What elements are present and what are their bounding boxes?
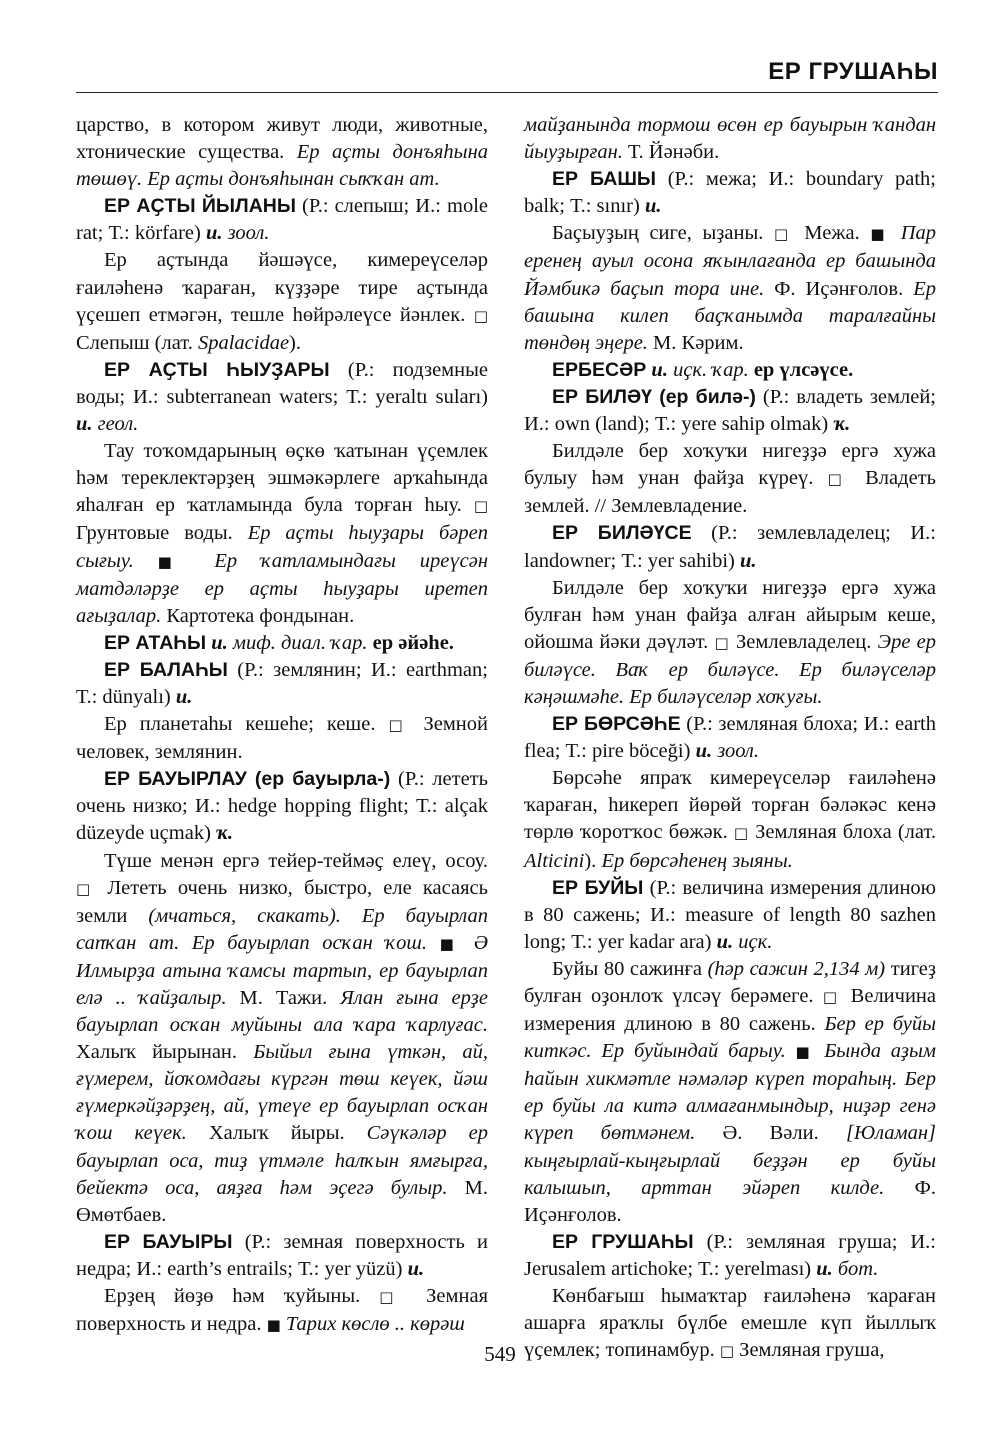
running-header <box>76 50 938 93</box>
dictionary-paragraph: царство, в котором живут люди, животные, хтонические существа. Ер аҫты донъяһына төшөү. Ер аҫты донъяһынан сыҡҡан ат. <box>76 114 488 191</box>
dictionary-paragraph: Ер планетаһы кешеһе; кеше. □ Земной человек, землянин. <box>76 713 488 764</box>
dictionary-paragraph: Ер аҫтында йәшәүсе, кимереүселәр ғаиләһенә ҡараған, күҙҙәре тире аҫтында үҫешеп етмәгән, тешле һөйрәлеүсе йәнлек. □ Слепыш (лат. Spalacidae). <box>76 249 488 354</box>
dictionary-paragraph: майҙанында тормош өсөн ер бауырын ҡандан йыуҙырған. Т. Йәнәби. <box>524 114 936 164</box>
dictionary-paragraph: Түше менән ергә тейер-теймәҫ елеү, осоу. □ Лететь очень низко, быстро, еле касаясь земли (мчаться, скакать). Ер бауырлап сапҡан ат. Ер бауырлап осҡан ҡош. ■ Ә Илмырҙа атына ҡамсы тартып, ер бауырлап елә .. ҡайҙалыр. М. Тажи. Ялан ғына ерҙе бауырлап осҡан муйыны ала ҡара ҡарлуғас. Халыҡ йырынан. Быйыл ғына үткән, ай, ғүмерем, йоҡомдағы күргән төш кеүек, йәш ғүмеркәйҙәрҙең, ай, үтеүе ер бауырлап осҡан ҡош кеүек. Халыҡ йыры. Сәүкәләр ер бауырлап оса, тиҙ үтмәле һалҡын ямғырға, бейектә оса, аяҙға һәм эҫегә булыр. М. Өмөтбаев. <box>76 849 489 1226</box>
dictionary-paragraph: Билдәле бер хоҡуҡи нигеҙҙә ергә хужа булған һәм унан файҙа алған айырым кеше, ойошма йәки дәүләт. □ Землевладелец. Эре ер биләүсе. Ваҡ ер биләүсе. Ер биләүселәр кәңәшмәһе. Ер биләүселәр хоҡуғы. <box>524 576 936 708</box>
right-column <box>524 112 936 1365</box>
dictionary-paragraph: Буйы 80 сажинға (һәр сажин 2,134 м) тигеҙ булған оҙонлоҡ үлсәү берәмеге. □ Величина измерения длиною в 80 сажень. Бер ер буйы киткәс. Ер буйындай барыу. ■ Бында аҙым һайын хикмәтле нәмәләр күреп тораһың. Бер ер буйы ла китә алмағанмындыр, ниҙәр генә күреп бөтмәнем. Ә. Вәли. [Юламан] кыңғырлай-кыңғырлай беҙҙән ер буйы калышып, арттан эйәреп килде. Ф. Иҫәнғолов. <box>524 957 937 1226</box>
dictionary-paragraph: ЕР БАУЫРЫ (Р.: земная поверхность и недра; И.: earth’s entrails; Т.: yer yüzü) и. <box>76 1230 488 1280</box>
dictionary-paragraph: ЕР БӨРСӘҺЕ (Р.: земляная блоха; И.: earth flea; Т.: pire böceği) и. зоол. <box>524 713 936 763</box>
dictionary-paragraph: ЕР БУЙЫ (Р.: величина измерения длиною в 80 сажень; И.: measure of length 80 sazhen long; Т.: yer kadar ara) и. иҫк. <box>524 876 936 953</box>
dictionary-paragraph: ЕР БАШЫ (Р.: межа; И.: boundary path; balk; Т.: sınır) и. <box>524 168 936 218</box>
dictionary-paragraph: ЕР АҪТЫ ЙЫЛАНЫ (Р.: слепыш; И.: mole rat; Т.: körfare) и. зоол. <box>76 195 488 245</box>
dictionary-paragraph: ЕР БАЛАҺЫ (Р.: землянин; И.: earthman; Т.: dünyalı) и. <box>76 658 488 708</box>
dictionary-paragraph: Ерҙең йөҙө һәм ҡуйыны. □ Земная поверхность и недра. ■ Тарих көслө .. көрәш <box>76 1285 488 1336</box>
left-column <box>76 112 488 1339</box>
dictionary-paragraph: ЕР АТАҺЫ и. миф. диал. ҡар. ер әйәһе. <box>104 631 454 654</box>
dictionary-paragraph: ЕР БИЛӘҮСЕ (Р.: землевладелец; И.: landowner; Т.: yer sahibi) и. <box>524 522 936 572</box>
dictionary-paragraph: ЕР АҪТЫ ҺЫУҘАРЫ (Р.: подземные воды; И.: subterranean waters; Т.: yeraltı suları) и. геол. <box>76 358 488 436</box>
dictionary-paragraph: ЕР БАУЫРЛАУ (ер бауырла-) (Р.: лететь очень низко; И.: hedge hopping flight; Т.: alçak düzeyde uçmak) ҡ. <box>76 768 488 845</box>
dictionary-paragraph: Көнбағыш һымаҡтар ғаиләһенә ҡараған ашарға яраҡлы бүлбе емешле күп йыллыҡ үҫемлек; топинамбур. □ Земляная груша, <box>524 1285 936 1362</box>
dictionary-paragraph: Билдәле бер хоҡуҡи нигеҙҙә ергә хужа булыу һәм унан файҙа күреү. □ Владеть землей. // Землевладение. <box>524 440 936 518</box>
dictionary-paragraph: Бөрсәһе япраҡ кимереүселәр ғаиләһенә ҡараған, һикереп йөрөй торған бәләкәс кенә төрлө ҡоротҡос бөжәк. □ Земляная блоха (лат. Alticini). Ер бөрсәһенең зыяны. <box>524 767 936 872</box>
page-number: 549 <box>484 1342 516 1366</box>
dictionary-paragraph: ЕРБЕСӘР и. иҫк. ҡар. ер үлсәүсе. <box>552 358 854 381</box>
dictionary-paragraph: ЕР ГРУШАҺЫ (Р.: земляная груша; И.: Jerusalem artichoke; Т.: yerelması) и. бот. <box>524 1230 936 1280</box>
dictionary-paragraph: ЕР БИЛӘҮ (ер билә-) (Р.: владеть землей; И.: own (land); Т.: yere sahip olmak) ҡ. <box>524 385 936 436</box>
dictionary-paragraph: Тау тоҡомдарының өҫкө ҡатынан үҫемлек һәм тереклектәрҙең эшмәкәрлеге арҡаһында яһалған ер ҡатламында була торған һыу. □ Грунтовые воды. Ер аҫты һыуҙары бәреп сығыу. ■ Ер ҡатламындағы иреүсән матдәләрҙе ер аҫты һыуҙары иретеп ағыҙалар. Картотека фондынан. <box>76 440 489 627</box>
dictionary-paragraph: Баҫыуҙың сиге, ыҙаны. □ Межа. ■ Пар еренең ауыл осона яҡынлағанда ер башында Йәмбикә баҫып тора ине. Ф. Иҫәнғолов. Ер башына килеп баҫҡанымда таралғайны төндөң эңере. М. Кәрим. <box>524 222 936 354</box>
running-head-title: ЕР ГРУШАҺЫ <box>768 58 938 85</box>
